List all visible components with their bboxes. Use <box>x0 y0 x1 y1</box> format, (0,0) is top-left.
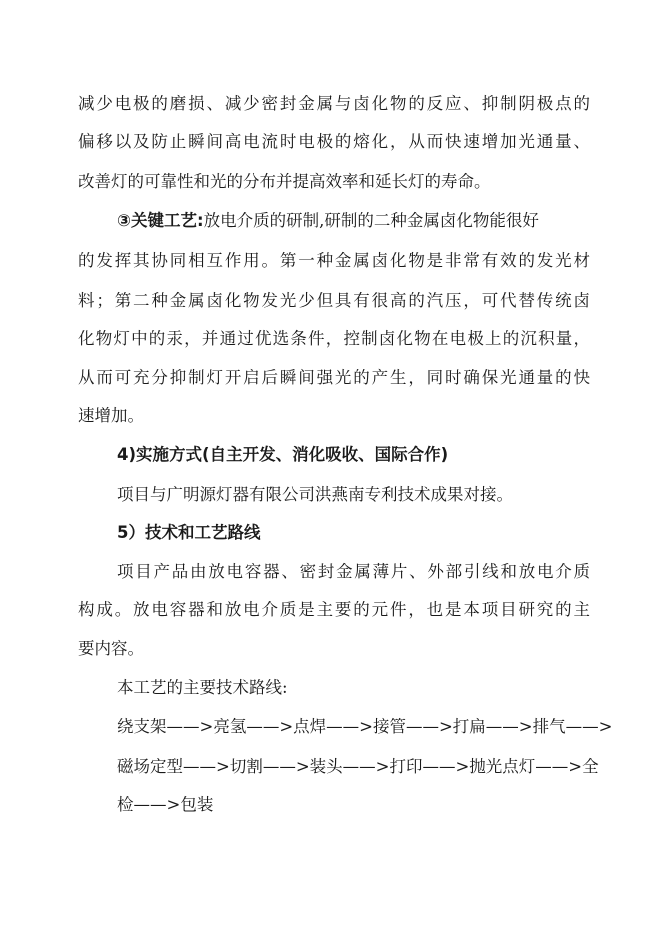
paragraph-line: 速增加。 <box>78 406 144 425</box>
route-line: 磁场定型——>切割——>装头——>打印——>抛光点灯——>全 <box>117 757 599 776</box>
paragraph-line: 从而可充分抑制灯开启后瞬间强光的产生，同时确保光通量的快 <box>78 368 590 387</box>
paragraph-line: 构成。放电容器和放电介质是主要的元件，也是本项目研究的主 <box>78 600 590 619</box>
route-line: 检——>包装 <box>117 795 214 814</box>
section-4-text: 项目与广明源灯器有限公司洪燕南专利技术成果对接。 <box>117 485 513 504</box>
paragraph-line: 减少电极的磨损、减少密封金属与卤化物的反应、抑制阴极点的 <box>78 94 590 113</box>
paragraph-line: 改善灯的可靠性和光的分布并提高效率和延长灯的寿命。 <box>78 172 491 191</box>
key-process-text: 放电介质的研制,研制的二种金属卤化物能很好 <box>203 211 539 230</box>
key-process-label: ③关键工艺: <box>117 211 204 230</box>
paragraph-line: 的发挥其协同相互作用。第一种金属卤化物是非常有效的发光材 <box>78 251 590 270</box>
section-5-heading: 5）技术和工艺路线 <box>117 523 261 542</box>
paragraph-line: 要内容。 <box>78 639 144 658</box>
paragraph-line: 化物灯中的汞，并通过优选条件，控制卤化物在电极上的沉积量， <box>78 329 590 348</box>
route-line: 绕支架——>亮氢——>点焊——>接管——>打扁——>排气——> <box>117 717 613 736</box>
paragraph-line: 偏移以及防止瞬间高电流时电极的熔化，从而快速增加光通量、 <box>78 132 590 151</box>
paragraph-line: 项目产品由放电容器、密封金属薄片、外部引线和放电介质 <box>117 562 590 581</box>
section-4-heading: 4)实施方式(自主开发、消化吸收、国际合作) <box>117 445 449 464</box>
paragraph-line: 料；第二种金属卤化物发光少但具有很高的汽压，可代替传统卤 <box>78 291 590 310</box>
route-intro: 本工艺的主要技术路线: <box>117 678 288 697</box>
key-process-first-line <box>117 210 590 232</box>
